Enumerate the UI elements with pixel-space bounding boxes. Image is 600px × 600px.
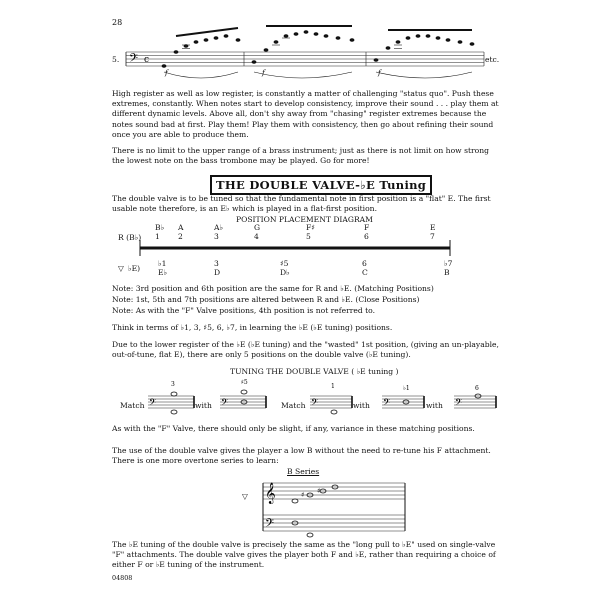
svg-text:♯5: ♯5 [241, 379, 248, 386]
valve-symbol-b-series: ▽ [242, 492, 248, 501]
lower-position-note: B [444, 268, 450, 277]
paragraph-think-in-terms: Think in terms of ♭1, 3, ♯5, 6, ♭7, in learning the ♭E (♭E tuning) positions. [112, 323, 393, 332]
paragraph-variance: As with the "F" Valve, there should only be slight, if any, variance in these matching positions. [112, 424, 475, 433]
lower-position-note: C [362, 268, 368, 277]
upper-position-number: 7 [430, 232, 435, 241]
exercise-etc: etc. [485, 55, 500, 64]
paragraph-lower-register: Due to the lower register of the ♭E (♭E tuning) and the "wasted" 1st position, (giving an un-playable, out-of-tune, flat E), there are only 5 positions on the double valve (♭E tuning). [112, 340, 499, 360]
svg-text:♯: ♯ [317, 487, 321, 495]
note-matching-positions: Note: 3rd position and 6th position are the same for R and ♭E. (Matching Positions) [112, 284, 434, 293]
with-label-left: with [195, 401, 212, 410]
svg-text:1: 1 [331, 383, 335, 390]
diagram-upper-row-label: R (B♭) [118, 233, 142, 242]
svg-text:𝄢: 𝄢 [265, 517, 275, 533]
note-fourth-position: Note: As with the "F" Valve positions, 4th position is not referred to. [112, 306, 376, 315]
diagram-title: POSITION PLACEMENT DIAGRAM [236, 215, 373, 224]
lower-position-number: 3 [214, 259, 219, 268]
with-label-right-1: with [353, 401, 370, 410]
upper-position-number: 3 [214, 232, 219, 241]
svg-text:𝄢: 𝄢 [455, 397, 463, 410]
tuning-title: TUNING THE DOUBLE VALVE ( ♭E tuning ) [230, 367, 399, 376]
note-close-positions: Note: 1st, 5th and 7th positions are altered between R and ♭E. (Close Positions) [112, 295, 420, 304]
paragraph-tuning-intro: The double valve is to be tuned so that the fundamental note in first position is a "flat" E. The first usable note therefore, is an E♭ which is played in a flat-first position. [112, 194, 491, 214]
upper-position-number: 2 [178, 232, 183, 241]
paragraph-low-b: The use of the double valve gives the player a low B without the need to re-tune his F attachment. There is one more overtone series to learn: [112, 446, 491, 466]
upper-position-note: G [254, 223, 261, 232]
svg-text:♭1: ♭1 [403, 385, 410, 392]
match-label-left: Match [120, 401, 145, 410]
lower-position-note: D♭ [280, 268, 290, 277]
svg-text:𝄢: 𝄢 [311, 397, 319, 410]
upper-position-note: F [364, 223, 370, 232]
b-series-grand-staff [255, 475, 415, 545]
valve-symbol-lower: ▽ [118, 264, 124, 273]
svg-text:𝄢: 𝄢 [221, 397, 229, 410]
upper-position-number: 4 [254, 232, 259, 241]
upper-position-number: 5 [306, 232, 311, 241]
upper-position-note: F♯ [306, 223, 315, 232]
upper-position-note: E [430, 223, 436, 232]
upper-position-note: A [178, 223, 184, 232]
dynamic-mark-3: f [378, 68, 381, 77]
match-label-right: Match [281, 401, 306, 410]
svg-text:𝄢: 𝄢 [383, 397, 391, 410]
lower-position-number: ♭7 [444, 259, 453, 268]
svg-text:3: 3 [171, 381, 175, 388]
exercise-number: 5. [112, 55, 120, 64]
lower-position-number: 6 [362, 259, 367, 268]
lower-position-note: D [214, 268, 221, 277]
upper-position-note: B♭ [155, 223, 165, 232]
dynamic-mark-2: f [262, 68, 265, 77]
paragraph-upper-range: There is no limit to the upper range of a brass instrument; just as there is not limit on how strong the lowest note on the bass trombone may be played. Go for more! [112, 146, 489, 166]
svg-text:𝄞: 𝄞 [265, 483, 276, 504]
lower-position-note: E♭ [158, 268, 168, 277]
exercise-staff [126, 22, 506, 82]
svg-text:𝄢: 𝄢 [149, 397, 157, 410]
lower-position-number: ♭1 [158, 259, 167, 268]
upper-position-number: 6 [364, 232, 369, 241]
dynamic-mark-1: f [165, 68, 168, 77]
svg-text:𝄢: 𝄢 [129, 52, 139, 68]
footer-code: 04808 [112, 574, 133, 582]
paragraph-register: High register as well as low register, is constantly a matter of challenging "status quo". Push these extremes, constantly. When notes start to develop consistency, improve their sound . . . play them at different dynamic levels. Above all, don't shy away from "chasing" register extremes because the notes sound bad at first. Play them! Play them with consistency, then go about refining their sound once you are able to produce them. [112, 89, 499, 139]
paragraph-long-pull: The ♭E tuning of the double valve is precisely the same as the "long pull to ♭E" used on single-valve "F" attachments. The double valve gives the player both F and ♭E, rather than requiring a choice of either F or ♭E tuning of the instrument. [112, 540, 496, 570]
lower-position-number: ♯5 [280, 259, 289, 268]
b-series-label: B Series [287, 467, 320, 476]
svg-text:♯: ♯ [301, 491, 305, 499]
svg-text:6: 6 [475, 385, 479, 392]
with-label-right-2: with [426, 401, 443, 410]
diagram-lower-row-label: ♭E) [128, 264, 141, 273]
section-title: THE DOUBLE VALVE-♭E Tuning [210, 175, 432, 195]
page-number: 28 [112, 18, 123, 27]
upper-position-number: 1 [155, 232, 160, 241]
tuning-staves [140, 378, 540, 428]
upper-position-note: A♭ [214, 223, 224, 232]
position-diagram-line [140, 238, 460, 268]
svg-text:c: c [144, 55, 150, 65]
